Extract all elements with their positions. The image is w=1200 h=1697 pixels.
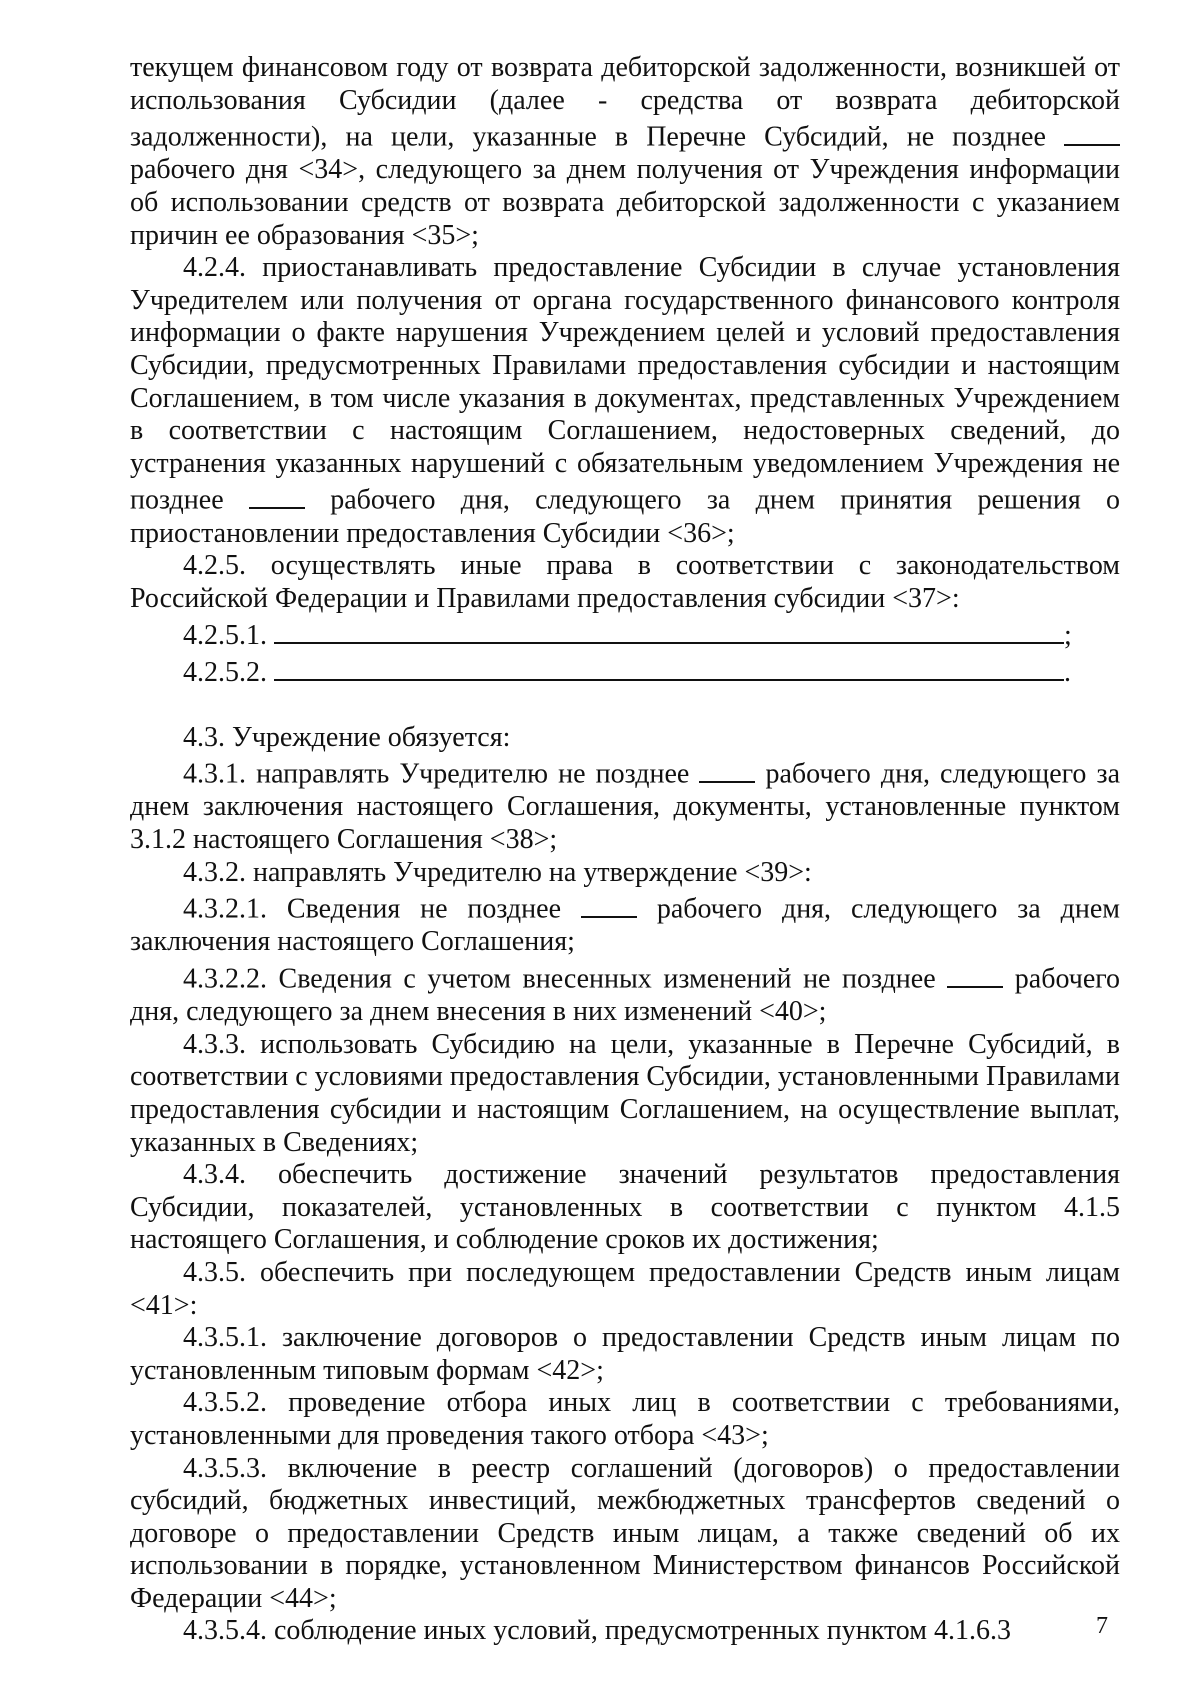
paragraph-4-3-5-3: 4.3.5.3. включение в реестр соглашений (договоров) о предоставлении субсидий, бюджетных инвестиций, межбюджетных трансфертов сведений о договоре о предоставлении Средств иным лицам, а также сведений об их использовании в порядке, установленном Министерством финансов Российской Федерации <44>; xyxy=(130,1452,1120,1614)
paragraph-4-3-5: 4.3.5. обеспечить при последующем предоставлении Средств иным лицам <41>: xyxy=(130,1256,1120,1321)
paragraph-4-2-5-2 xyxy=(130,652,1120,689)
paragraph-4-3-1 xyxy=(130,754,1120,856)
paragraph-4-3-5-2: 4.3.5.2. проведение отбора иных лиц в соответствии с требованиями, установленными для проведения такого отбора <43>; xyxy=(130,1387,1120,1451)
paragraph-4-3-2-1 xyxy=(130,889,1120,959)
paragraph-continuation xyxy=(130,52,1120,252)
paragraph-text: 4.3.2.2. Сведения с учетом внесенных изменений не позднее xyxy=(183,963,936,995)
blank-line xyxy=(1064,117,1120,146)
paragraph-4-2-5-1 xyxy=(130,615,1120,652)
paragraph-4-3-3: 4.3.3. использовать Субсидию на цели, указанные в Перечне Субсидий, в соответствии с условиями предоставления Субсидии, установленными Правилами предоставления субсидии и настоящим Соглашением, на осуществление выплат, указанных в Сведениях; xyxy=(130,1028,1120,1158)
blank-fill-line xyxy=(274,652,1064,681)
spacer xyxy=(130,690,1120,722)
item-number: 4.2.5.1. xyxy=(183,619,267,651)
item-number: 4.2.5.2. xyxy=(183,657,267,689)
paragraph-4-3-5-4: 4.3.5.4. соблюдение иных условий, предусмотренных пунктом 4.1.6.3 xyxy=(183,1615,1011,1647)
blank-line xyxy=(581,889,637,918)
blank-fill-line xyxy=(274,615,1064,644)
paragraph-text: рабочего дня, следующего за днем заключения настоящего Соглашения; xyxy=(130,893,1120,958)
paragraph-4-3-2-2 xyxy=(130,959,1120,1029)
page-number: 7 xyxy=(1096,1613,1108,1639)
paragraph-text: рабочего дня, следующего за днем заключения настоящего Соглашения, документы, установленные пунктом 3.1.2 настоящего Соглашения <38>; xyxy=(130,758,1121,856)
paragraph-4-3-5-1: 4.3.5.1. заключение договоров о предоставлении Средств иным лицам по установленным типовым формам <42>; xyxy=(130,1322,1120,1386)
paragraph-4-2-4 xyxy=(130,252,1120,550)
document-body xyxy=(130,52,1120,1648)
paragraph-text: текущем финансовом году от возврата дебиторской задолженности, возникшей от использования Субсидии (далее - средства от возврата дебиторской задолженности), на цели, указанные в Перечне Субсидий, не позднее xyxy=(130,52,1120,153)
blank-line xyxy=(249,480,305,509)
paragraph-text: 4.3.2.1. Сведения не позднее xyxy=(183,893,562,925)
punctuation: ; xyxy=(1064,619,1072,651)
blank-line xyxy=(947,959,1003,988)
blank-line xyxy=(699,754,755,783)
paragraph-4-3-2: 4.3.2. направлять Учредителю на утверждение <39>: xyxy=(183,856,812,888)
paragraph-4-3-4: 4.3.4. обеспечить достижение значений результатов предоставления Субсидии, показателей, установленных в соответствии с пунктом 4.1.5 настоящего Соглашения, и соблюдение сроков их достижения; xyxy=(130,1159,1120,1256)
paragraph-4-3: 4.3. Учреждение обязуется: xyxy=(183,721,511,753)
paragraph-text: 4.3.1. направлять Учредителю не позднее xyxy=(183,758,690,790)
paragraph-text: рабочего дня <34>, следующего за днем получения от Учреждения информации об использовании средств от возврата дебиторской задолженности с указанием причин ее образования <35>; xyxy=(130,154,1120,251)
paragraph-4-2-5: 4.2.5. осуществлять иные права в соответствии с законодательством Российской Федерации и Правилами предоставления субсидии <37>: xyxy=(130,550,1120,614)
paragraph-text: рабочего дня, следующего за днем принятия решения о приостановлении предоставления Субсидии <36>; xyxy=(130,484,1121,549)
paragraph-text: рабочего дня, следующего за днем внесения в них изменений <40>; xyxy=(130,963,1121,1028)
paragraph-text: 4.2.4. приостанавливать предоставление Субсидии в случае установления Учредителем или получения от органа государственного финансового контроля информации о факте нарушения Учреждением целей и условий предоставления Субсидии, предусмотренных Правилами предоставления субсидии и настоящим Соглашением, в том числе указания в документах, представленных Учреждением в соответствии с настоящим Соглашением, недостоверных сведений, до устранения указанных нарушений с обязательным уведомлением Учреждения не позднее xyxy=(130,252,1120,516)
punctuation: . xyxy=(1064,657,1071,689)
